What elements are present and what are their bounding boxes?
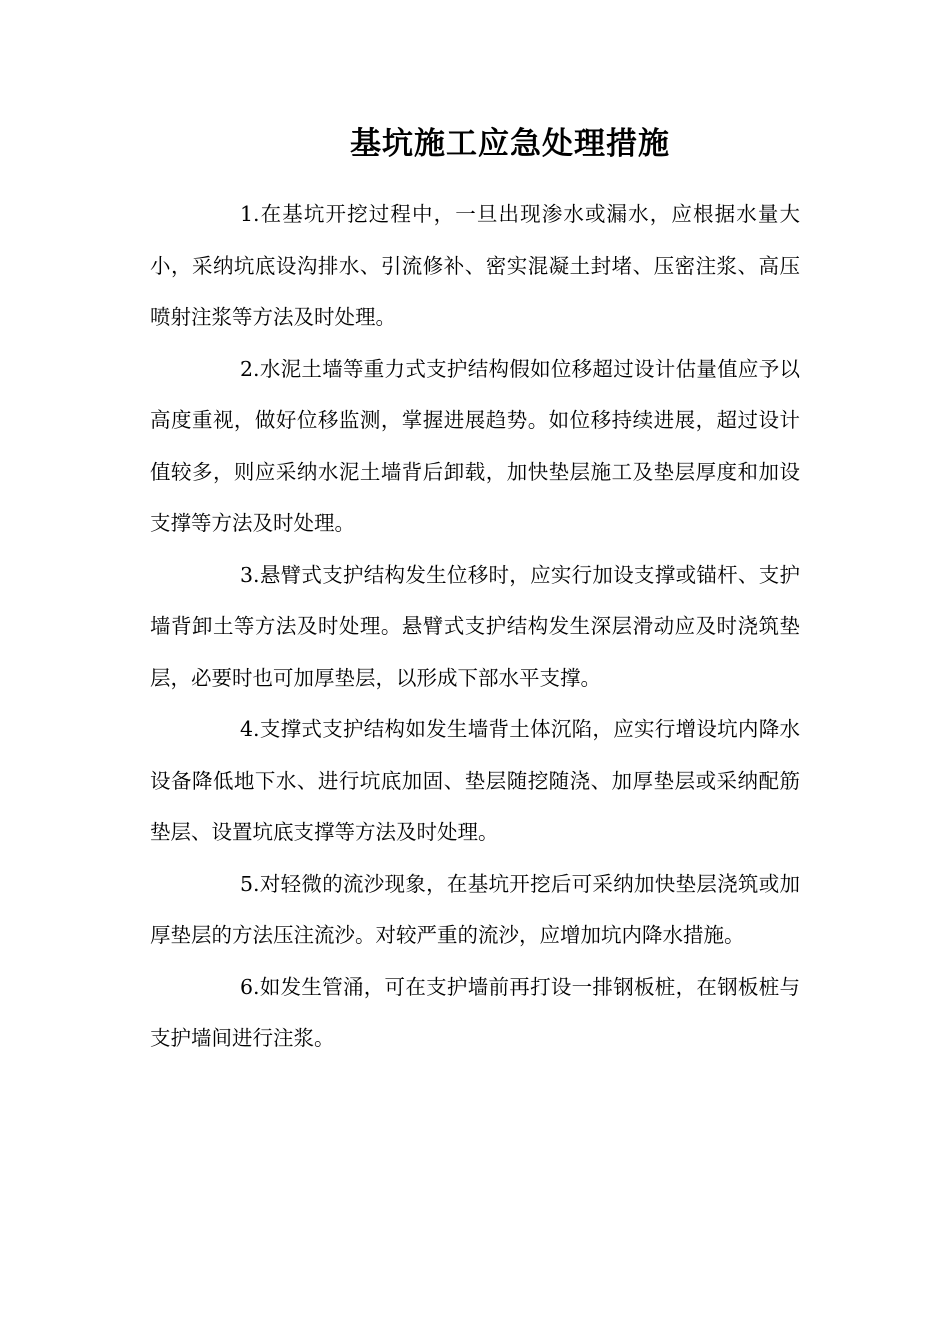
paragraph-1: 1.在基坑开挖过程中，一旦出现渗水或漏水，应根据水量大小，采纳坑底设沟排水、引流修补、密实混凝土封堵、压密注浆、高压喷射注浆等方法及时处理。: [150, 202, 800, 329]
paragraph-3: 3.悬臂式支护结构发生位移时，应实行加设支撑或锚杆、支护墙背卸土等方法及时处理。悬臂式支护结构发生深层滑动应及时浇筑垫层，必要时也可加厚垫层，以形成下部水平支撑。: [150, 562, 800, 690]
document-body: [150, 189, 800, 1065]
document-title: 基坑施工应急处理措施: [350, 126, 670, 162]
paragraph-6: 6.如发生管涌，可在支护墙前再打设一排钢板桩，在钢板桩与支护墙间进行注浆。: [150, 974, 800, 1050]
paragraph-5: 5.对轻微的流沙现象，在基坑开挖后可采纳加快垫层浇筑或加厚垫层的方法压注流沙。对较严重的流沙，应增加坑内降水措施。: [150, 871, 800, 947]
paragraph-4: 4.支撑式支护结构如发生墙背土体沉陷，应实行增设坑内降水设备降低地下水、进行坑底加固、垫层随挖随浇、加厚垫层或采纳配筋垫层、设置坑底支撑等方法及时处理。: [150, 717, 800, 844]
paragraph-2: 2.水泥土墙等重力式支护结构假如位移超过设计估量值应予以高度重视，做好位移监测，掌握进展趋势。如位移持续进展，超过设计值较多，则应采纳水泥土墙背后卸载，加快垫层施工及垫层厚度和加设支撑等方法及时处理。: [150, 356, 800, 535]
